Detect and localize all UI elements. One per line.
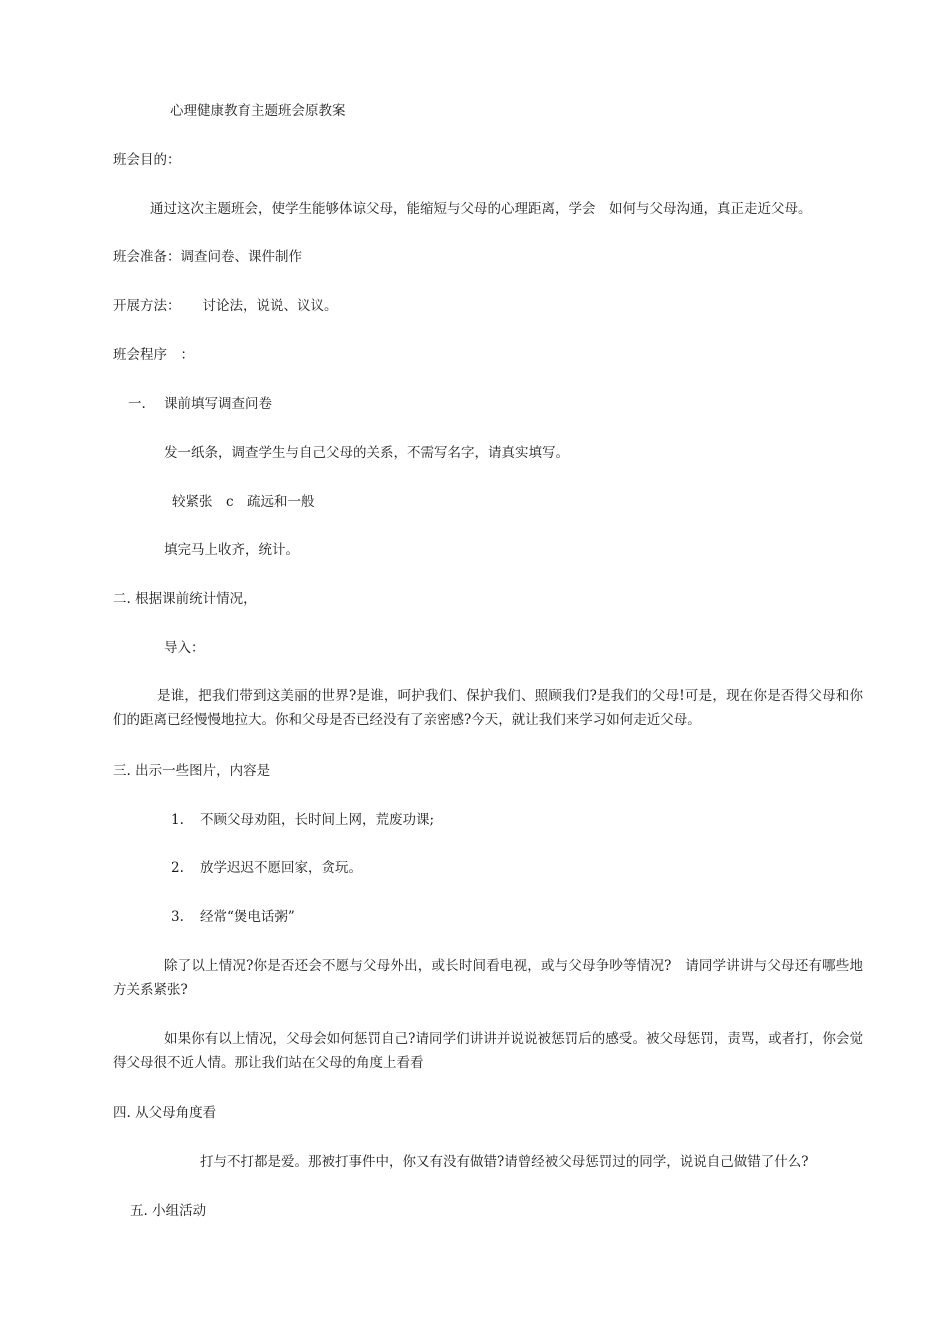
section-5-heading: 五. 小组活动	[130, 1203, 207, 1219]
method-line	[113, 296, 338, 316]
list-item-number: 1.	[171, 812, 184, 828]
list-item-number: 2.	[171, 860, 184, 876]
method-label: 开展方法：	[113, 298, 181, 314]
list-item-text: 放学迟迟不愿回家，贪玩。	[200, 860, 362, 876]
list-item	[171, 907, 295, 927]
discussion-paragraph-2: 如果你有以上情况，父母会如何惩罚自己?请同学们讲讲并说说被惩罚后的感受。被父母惩罚，责骂，或者打，你会觉得父母很不近人情。那让我们站在父母的角度上看看	[113, 1031, 863, 1071]
method-text: 讨论法，说说、议议。	[202, 298, 338, 314]
purpose-text: 通过这次主题班会，使学生能够体谅父母，能缩短与父母的心理距离，学会 如何与父母沟通，真正走近父母。	[150, 201, 812, 217]
list-item	[171, 810, 434, 830]
purpose-label: 班会目的：	[113, 152, 181, 168]
section-4-text: 打与不打都是爱。那被打事件中，你又有没有做错?请曾经被父母惩罚过的同学，说说自己做错了什么?	[200, 1154, 809, 1170]
survey-collect: 填完马上收齐，统计。	[164, 542, 299, 558]
discussion-paragraph-1: 除了以上情况?你是否还会不愿与父母外出，或长时间看电视，或与父母争吵等情况? 请同学讲讲与父母还有哪些地方关系紧张?	[113, 958, 863, 998]
survey-options: 较紧张 c 疏远和一般	[172, 494, 315, 510]
section-1-heading	[128, 394, 272, 414]
intro-paragraph: 是谁，把我们带到这美丽的世界?是谁，呵护我们、保护我们、照顾我们?是我们的父母!可是，现在你是否得父母和你们的距离已经慢慢地拉大。你和父母是否已经没有了亲密感?今天，就让我们来学习如何走近父母。	[113, 688, 863, 728]
section-3-heading: 三. 出示一些图片，内容是	[113, 763, 271, 779]
list-item-text: 经常“煲电话粥”	[200, 909, 295, 925]
section-1-title: 课前填写调查问卷	[164, 396, 272, 412]
document-title: 心理健康教育主题班会原教案	[170, 103, 346, 119]
list-item	[171, 858, 362, 878]
procedure-label: 班会程序 ：	[113, 347, 194, 363]
section-1-number: 一.	[128, 396, 146, 412]
section-4-heading: 四. 从父母角度看	[113, 1105, 217, 1121]
list-item-number: 3.	[171, 909, 184, 925]
list-item-text: 不顾父母劝阻，长时间上网，荒废功课;	[200, 812, 435, 828]
intro-label: 导入：	[164, 640, 205, 656]
survey-instruction: 发一纸条，调查学生与自己父母的关系，不需写名字，请真实填写。	[164, 445, 569, 461]
section-2-heading: 二. 根据课前统计情况，	[113, 591, 257, 607]
preparation-line: 班会准备：调查问卷、课件制作	[113, 249, 302, 265]
